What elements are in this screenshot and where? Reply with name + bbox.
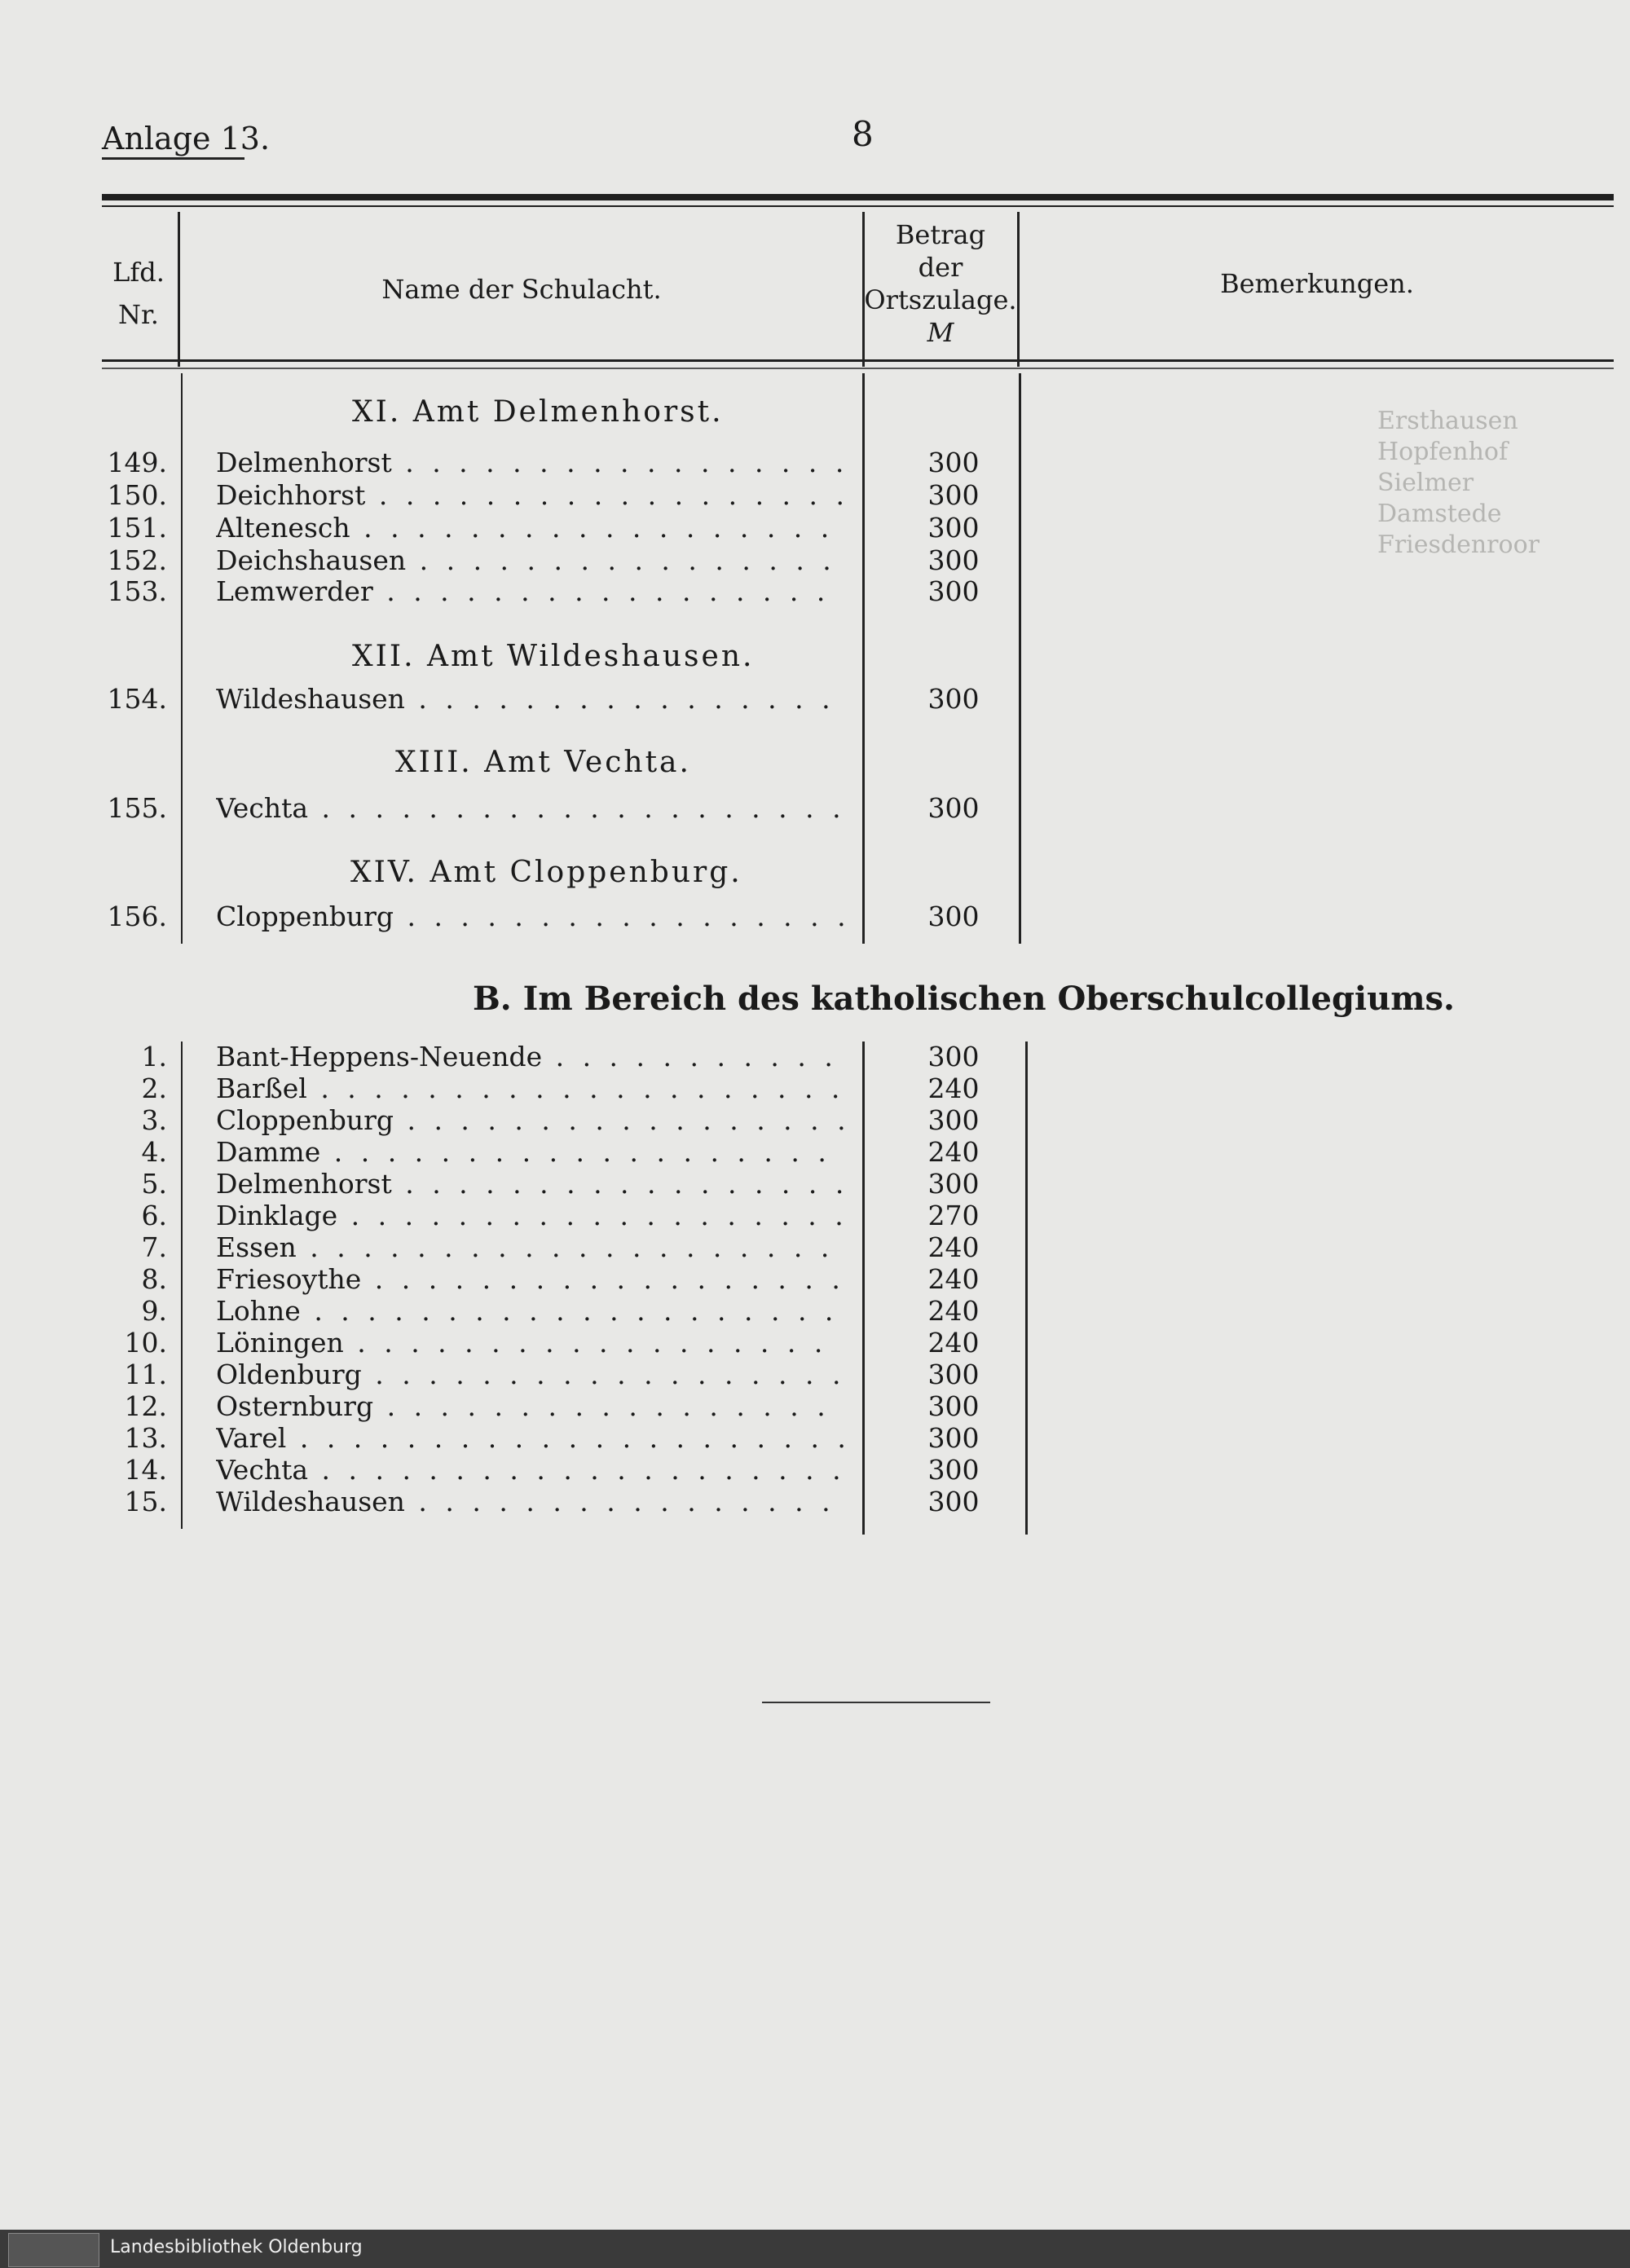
row-number: 7.: [141, 1231, 167, 1263]
school-name: Vechta . . .: [216, 792, 844, 824]
header-remarks: Bemerkungen.: [1220, 268, 1414, 299]
column-divider-name-body-a: [862, 373, 865, 944]
amount-value: 300: [927, 1104, 980, 1136]
row-number: 155.: [107, 792, 167, 824]
header-amount: [864, 218, 1017, 349]
header-name: Name der Schulacht.: [381, 274, 662, 305]
school-name: Löningen . . .: [216, 1327, 844, 1359]
amount-value: 240: [927, 1072, 980, 1104]
header-ortszulage-text: Ortszulage.: [864, 284, 1017, 315]
column-divider-name-body-b: [862, 1042, 865, 1535]
section-title: XIII. Amt Vechta.: [395, 746, 691, 779]
amount-value: 300: [927, 447, 980, 478]
table-top-rule-thin: [102, 205, 1614, 207]
row-number: 150.: [107, 479, 167, 511]
amount-value: 300: [927, 1359, 980, 1390]
row-number: 1.: [141, 1041, 167, 1072]
column-divider-nr: [178, 212, 180, 367]
school-name: Lemwerder . . .: [216, 575, 844, 607]
amount-value: 270: [927, 1200, 980, 1231]
school-name: Damme . . .: [216, 1136, 844, 1168]
header-bottom-rule-thin: [102, 368, 1614, 369]
amount-value: 300: [927, 544, 980, 576]
amount-value: 300: [927, 1390, 980, 1422]
row-number: 13.: [124, 1422, 167, 1454]
row-number: 12.: [124, 1390, 167, 1422]
school-name: Vechta . . .: [216, 1454, 844, 1486]
amount-value: 240: [927, 1263, 980, 1295]
row-number: 151.: [107, 512, 167, 544]
section-title: XI. Amt Delmenhorst.: [352, 395, 724, 429]
school-name: Bant-Heppens-Neuende . . .: [216, 1041, 844, 1072]
row-number: 154.: [107, 683, 167, 715]
school-name: Barßel . . .: [216, 1072, 844, 1104]
page-number: 8: [852, 114, 874, 154]
row-number: 6.: [141, 1200, 167, 1231]
amount-value: 300: [927, 512, 980, 544]
amount-value: 240: [927, 1327, 980, 1359]
column-divider-value: [1017, 212, 1020, 367]
annex-underline: [102, 157, 244, 160]
school-name: Cloppenburg . . .: [216, 901, 844, 932]
school-name: Delmenhorst . . .: [216, 1168, 844, 1200]
row-number: 14.: [124, 1454, 167, 1486]
amount-value: 240: [927, 1231, 980, 1263]
header-betrag-text: Betrag: [895, 219, 986, 250]
school-name: Oldenburg . . .: [216, 1359, 844, 1390]
row-number: 8.: [141, 1263, 167, 1295]
row-number: 156.: [107, 901, 167, 932]
school-name: Cloppenburg . . .: [216, 1104, 844, 1136]
closing-rule: [762, 1702, 990, 1703]
school-name: Friesoythe . . .: [216, 1263, 844, 1295]
section-b-title: B. Im Bereich des katholischen Oberschulcollegiums.: [473, 980, 1455, 1018]
row-number: 15.: [124, 1486, 167, 1517]
amount-value: 300: [927, 1486, 980, 1517]
header-der-text: der: [918, 252, 963, 283]
row-number: 149.: [107, 447, 167, 478]
amount-value: 300: [927, 575, 980, 607]
annex-label: Anlage 13.: [102, 121, 271, 156]
school-name: Osternburg . . .: [216, 1390, 844, 1422]
amount-value: 300: [927, 792, 980, 824]
amount-value: 300: [927, 479, 980, 511]
school-name: Lohne . . .: [216, 1295, 844, 1327]
library-logo-icon: [8, 2233, 99, 2267]
row-number: 11.: [124, 1359, 167, 1390]
school-name: Essen . . .: [216, 1231, 844, 1263]
header-nr-text: Nr.: [118, 299, 159, 330]
amount-value: 240: [927, 1295, 980, 1327]
row-number: 2.: [141, 1072, 167, 1104]
row-number: 5.: [141, 1168, 167, 1200]
section-title: XII. Amt Wildeshausen.: [352, 640, 755, 673]
section-title: XIV. Amt Cloppenburg.: [350, 856, 742, 889]
table-top-rule: [102, 194, 1614, 200]
amount-value: 240: [927, 1136, 980, 1168]
amount-value: 300: [927, 1168, 980, 1200]
column-divider-value-body-b: [1025, 1042, 1028, 1535]
row-number: 3.: [141, 1104, 167, 1136]
row-number: 152.: [107, 544, 167, 576]
column-divider-value-body-a: [1019, 373, 1021, 944]
column-divider-nr-body-b: [181, 1042, 183, 1529]
column-divider-nr-body-a: [181, 373, 183, 944]
school-name: Deichhorst . . .: [216, 479, 844, 511]
school-name: Wildeshausen . . .: [216, 683, 844, 715]
amount-value: 300: [927, 1454, 980, 1486]
school-name: Varel . . .: [216, 1422, 844, 1454]
amount-value: 300: [927, 1041, 980, 1072]
amount-value: 300: [927, 683, 980, 715]
header-bottom-rule: [102, 359, 1614, 362]
header-lfd-text: Lfd.: [112, 257, 165, 288]
library-name: Landesbibliothek Oldenburg: [110, 2237, 363, 2257]
row-number: 10.: [124, 1327, 167, 1359]
amount-value: 300: [927, 1422, 980, 1454]
school-name: Dinklage . . .: [216, 1200, 844, 1231]
school-name: Delmenhorst . . .: [216, 447, 844, 478]
bleed-through: Ersthausen Hopfenhof Sielmer Damstede Friesdenroor: [1377, 407, 1540, 559]
amount-value: 300: [927, 901, 980, 932]
school-name: Wildeshausen . . .: [216, 1486, 844, 1517]
school-name: Deichshausen . . .: [216, 544, 844, 576]
row-number: 153.: [107, 575, 167, 607]
row-number: 9.: [141, 1295, 167, 1327]
school-name: Altenesch . . .: [216, 512, 844, 544]
header-nr: [102, 251, 175, 336]
row-number: 4.: [141, 1136, 167, 1168]
header-unit-text: M: [927, 317, 954, 348]
